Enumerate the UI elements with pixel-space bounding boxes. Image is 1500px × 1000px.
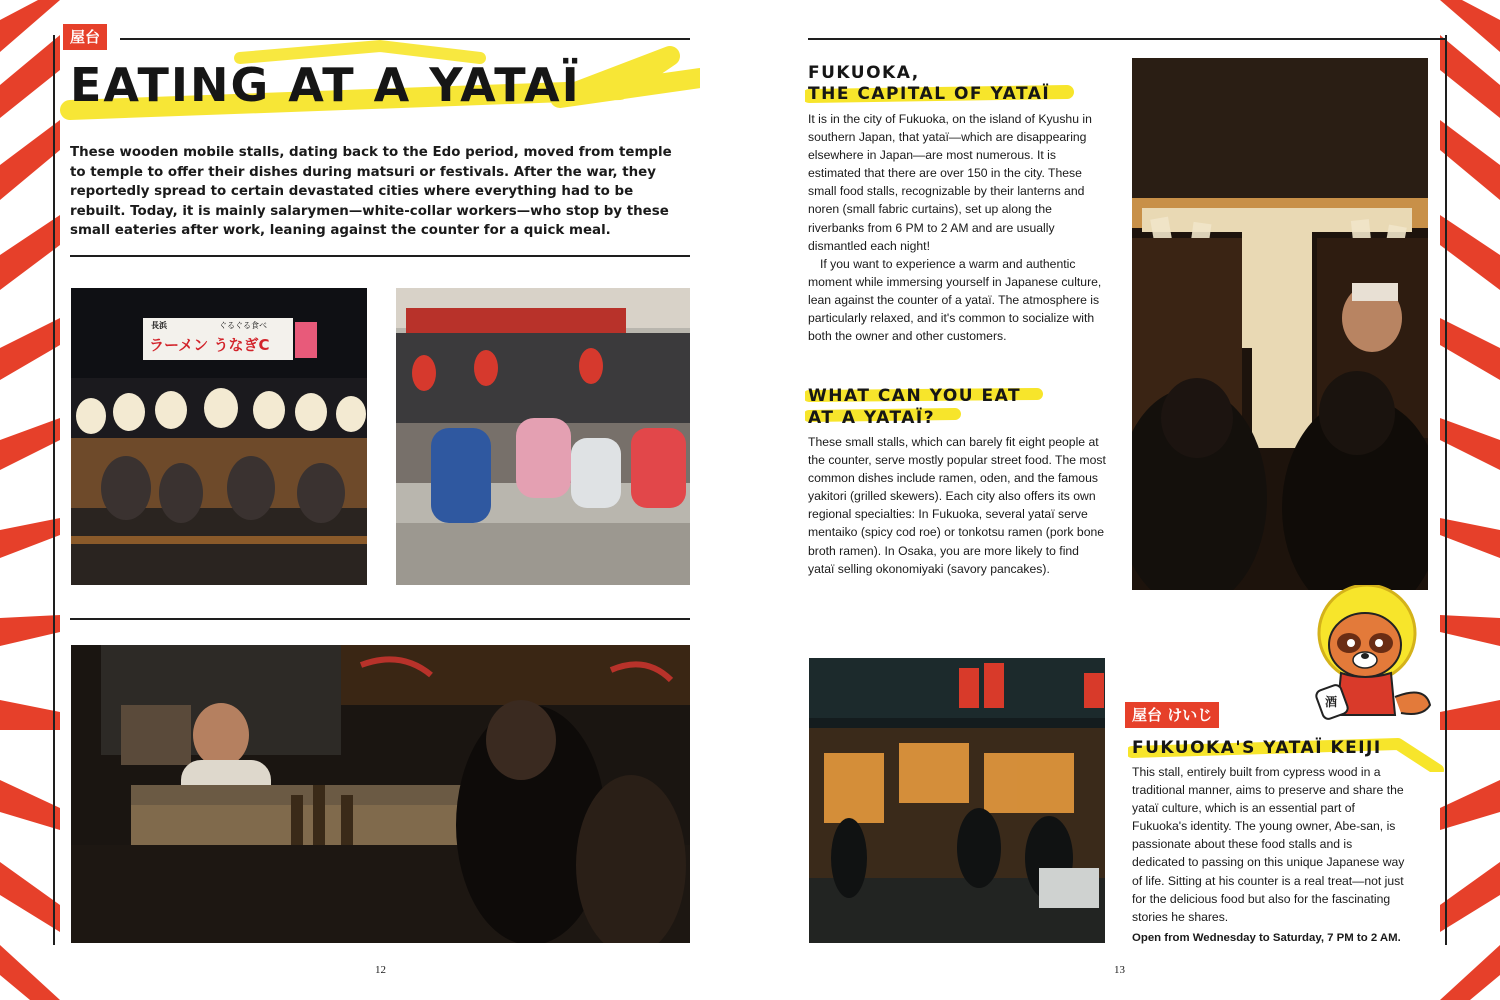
fukuoka-paragraph-1: It is in the city of Fukuoka, on the island of Kyushu in southern Japan, that yataï—which are disappearing elsewhere in Japan—are most numerous. It is estimated that there are over 150 in the city. These small food stalls, recognizable by their lanterns and noren (small fabric curtains), set up along the riverbanks from 6 PM to 2 AM and are usually dismantled each night! xyxy=(808,112,1092,253)
section-heading-what-line-2: AT A YATAÏ? xyxy=(808,408,936,428)
photos-divider-rule xyxy=(70,618,690,620)
section-tag-yatai: 屋台 xyxy=(63,24,107,50)
sun-ray-border-right xyxy=(1440,0,1500,1000)
sign-main-text: ラーメン うなぎC xyxy=(149,336,270,354)
title-top-rule xyxy=(120,38,690,40)
left-frame-line xyxy=(53,35,55,945)
section-tag-keiji: 屋台 けいじ xyxy=(1125,702,1219,728)
what-paragraph: These small stalls, which can barely fit eight people at the counter, serve mostly popular street food. The most common dishes include ramen, oden, and the famous yakitori (grilled skewers). Each city also offers its own regional specialties: In Fukuoka, several yataï serve mentaiko (spicy cod roe) or tonkotsu ramen (pork bone broth ramen). In Osaka, you are more likely to find yataï selling okonomiyaki (savory pancakes). xyxy=(808,435,1106,576)
keiji-paragraph: This stall, entirely built from cypress wood in a traditional manner, aims to preserve and share the yataï culture, which is an essential part of Fukuoka's identity. The young owner, Abe-san, is passionate about these food stalls and is dedicated to passing on this unique Japanese way of life. Sitting at his counter is a real treat—not just for the delicious food but also for the fascinating stories he shares. xyxy=(1132,765,1405,924)
tanuki-mascot-illustration xyxy=(1305,585,1445,725)
page-title: EATING AT A YATAÏ xyxy=(70,58,581,112)
photo-yatai-street-night xyxy=(809,658,1105,943)
keiji-opening-hours: Open from Wednesday to Saturday, 7 PM to 2 AM. xyxy=(1132,932,1401,944)
photo-yatai-owner xyxy=(71,645,690,943)
photo-yatai-lanterns xyxy=(71,288,367,585)
right-frame-line xyxy=(1445,35,1447,945)
intro-bottom-rule xyxy=(70,255,690,257)
section-heading-fukuoka-line-1: FUKUOKA, xyxy=(808,63,920,83)
section-heading-fukuoka-line-2: THE CAPITAL OF YATAÏ xyxy=(808,84,1051,104)
sun-ray-border-left xyxy=(0,0,60,1000)
photo-yatai-paper-notes xyxy=(1132,58,1428,590)
intro-paragraph: These wooden mobile stalls, dating back to the Edo period, moved from temple to temple to offer their dishes during matsuri or festivals. After the war, they reportedly spread to certain devastated cities where everything had to be rebuilt. Today, it is mainly salarymen—white-collar workers—who stop by these small eateries after work, leaning against the counter for a quick meal. xyxy=(70,145,672,238)
sign-small-text-left: 長浜 xyxy=(151,321,167,330)
fukuoka-paragraph-2: If you want to experience a warm and authentic moment while immersing yourself in Japanese culture, lean against the counter of a yataï. The atmosphere is particularly relaxed, and it's common to socialize with both the owner and other customers. xyxy=(808,256,1102,344)
page-number-left: 12 xyxy=(375,964,386,976)
page-number-right: 13 xyxy=(1114,964,1125,976)
section-heading-what-line-1: WHAT CAN YOU EAT xyxy=(808,386,1022,406)
sign-small-text-right: ぐるぐる食べ xyxy=(219,321,267,330)
section-heading-keiji: FUKUOKA'S YATAÏ KEIJI xyxy=(1132,738,1382,758)
photo-yatai-daytime xyxy=(396,288,690,585)
sake-bottle-label: 酒 xyxy=(1325,695,1338,709)
fukuoka-body xyxy=(808,110,1108,345)
right-top-rule xyxy=(808,38,1445,40)
